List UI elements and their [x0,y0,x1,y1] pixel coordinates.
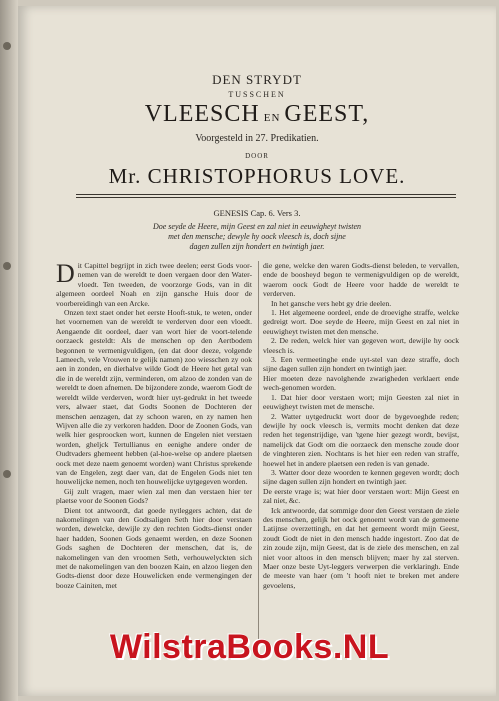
paragraph: Dient tot antwoordt, dat goede nytleggers achten, dat de nakomelingen van den Godtsaligen Seth hier door verstaen worden, dewelcke, dewijle zy den rechten Godts-dienst onder haer hadden, Soonen Gods genaemt werden, en deze Soonen Gods saghen de Dochteren der menschen, dat is, de nakomelingen van den vroomen Seth, verhouwelyckten sich met de nakomelingen van den boozen Kain, en alzoo liegen den Godts-dienst door deze Houwelicken ende vermengingen der booze Cainiten, met [56,505,252,590]
paragraph: die gene, welcke den waren Godts-dienst beleden, te vervallen, ende de boosheyd begon te vermenigvuldigen op de wereldt, waerom oock Godt de Heere voor hadde de wereldt te verderven. [263,261,459,299]
paragraph: 2. De reden, welck hier van gegeven wort, dewijle hy oock vleesch is. [263,336,459,355]
drop-cap: D [56,261,75,288]
main-title-connector: EN [263,112,281,124]
author-prefix: DOOR [245,152,269,160]
paragraph: 1. Dat hier door verstaen wort; mijn Geesten zal niet in eeuwigheyt twisten met de mensche. [263,392,459,412]
binding-hole [3,470,11,478]
main-title [18,101,496,128]
column-divider [258,261,259,656]
right-text-column [263,261,459,661]
binding-hole [3,42,11,50]
paragraph: Onzen text staet onder het eerste Hooft-stuk, te weten, onder het voornemen van de wereldt te verderven door een vloedt. Aengaende dit oordeel, daer van wort hier de voort-telende oorzaeck gesteldt: Als de menschen op den Aertbodem begonnen te vermenigvuldigen, (en dat door deeze, volgende Lameech, vele Vrouwen te gelijk namen) zoo wiesschen zy ook aen in zonden, en dierhalve wilde Godt de Heere het getal van die in de wereldt zijn, verminderen, om alzoo de zonden van de wereldt te doen afnemen. De bijzondere zonde, waerom Godt de wereldt wilde verderven, wordt hier uyt-gedrukt in het tweede vers, alwaer staet, dat Godts Soonen de Dochteren der menschen aenzagen, dat zy schoon waren, en zy namen hen Wijven alle die zy verkoren hadden. Door de Zoonen Gods, van welk hier gesproocken wort, kunnen de Engelen niet verstaen worden, gheljck Tertullianus en eenighe andere onder de Oudtvaders ghemeent hebben (al-hoe-welse op andere plaetsen oock met deze naem genoemt worden) want Christus sprekende van de Engelen, zegt daer van, dat de Engelen Gods niet ten houwelijcke nemen, noch ten houwelijcke uytgegeven worden. [56,308,252,487]
title-line-1: DEN STRYDT [212,72,302,87]
binding-hole [3,262,11,270]
epigraph-line: Doe seyde de Heere, mijn Geest en zal niet in eeuwigheyt twisten [152,222,362,231]
title-rule-top [76,194,456,195]
left-text-column [56,261,252,671]
paragraph: 2. Watter uytgedruckt wort door de bygevoeghde reden; dewijle hy oock vleesch is, vermits mocht denken dat deze reden het tegenstrijdige, van 'tgene hier gezegt wordt, bevijst, namelijck dat Godt om die oorzaeck den mensche zoude door de vinghteren zien. Nochtans is het hier een reden van straffe, hoewel het in andere plaetsen een reden is van genade. [263,411,459,468]
subtitle: Voorgesteld in 27. Predikatien. [195,133,319,144]
paragraph: Ick antwoorde, dat sommige door den Geest verstaen de ziele des menschen, gelijk het oock genoemt wordt van de gemeene Latijnse overzettingh, en dat het gemeent wordt mijn Geest, zoudt Godt de niet in den mensch hadde ingestort. Zoo dat de zin zoude zijn, mijn Geest, dat is de ziele des menschen, en zal niet voor altoos in den mensch blijven; maer hy zal sterven. Maer onze beste Uyt-leggers verwerpen die verklaringh. Ende de meeste van haer (om 't hooft niet te breken met andere gevoelens, [263,505,459,590]
paragraph: 3. Watter door deze woorden te kennen gegeven wordt; doch sijne dagen sullen zijn hondert en twintigh jaer. [263,467,459,487]
book-binding [0,0,18,701]
paragraph: 3. Een vermeetinghe ende uyt-stel van deze straffe, doch sijne dagen sullen zijn hondert en twintigh jaer. [263,355,459,374]
paragraph: De eerste vrage is; wat hier door verstaen wort: Mijn Geest en zal niet, &c. [263,486,459,506]
paragraph: it Capittel begrijpt in zich twee deelen; eerst Gods voor-nemen van de wereldt te doen vergaen door den Water-vloedt. Ten tweeden, de voorzorge Gods, van in dit algemeen oordeel Noah en zijn gansche Huis door de voorbereidingh van een Arcke. [56,261,252,308]
epigraph-line: dagen zullen zijn hondert en twintigh jaer. [189,242,325,251]
main-title-part-a: VLEESCH [144,101,260,127]
paragraph: Hier moeten deze navolghende zwarigheden verklaert ende wech-genomen worden. [263,373,459,393]
paragraph: Gij zult vragen, maer wien zal men dan verstaen hier ter plaetse voor de Soonen Gods? [56,486,252,506]
epigraph-line: met den mensche; dewyle hy oock vleesch is, doch sijne [168,232,346,241]
title-line-2: TUSSCHEN [228,90,286,99]
paragraph: 1. Het algemeene oordeel, ende de droevighe straffe, welcke gedreigt wort. Doe seyde de Heere, mijn Geest en zal niet in eeuwigheyt twisten met den mensche. [263,308,459,336]
paragraph: In het gansche vers hebt gy drie deelen. [271,298,392,308]
author-name: Mr. CHRISTOPHORUS LOVE. [108,164,406,188]
scripture-reference: GENESIS Cap. 6. Vers 3. [213,208,301,218]
document-page [18,6,496,696]
title-rule-bottom [76,197,456,198]
main-title-part-b: GEEST, [284,101,370,127]
epigraph [88,222,426,252]
watermark-text: WilstraBooks.NL [109,628,390,666]
